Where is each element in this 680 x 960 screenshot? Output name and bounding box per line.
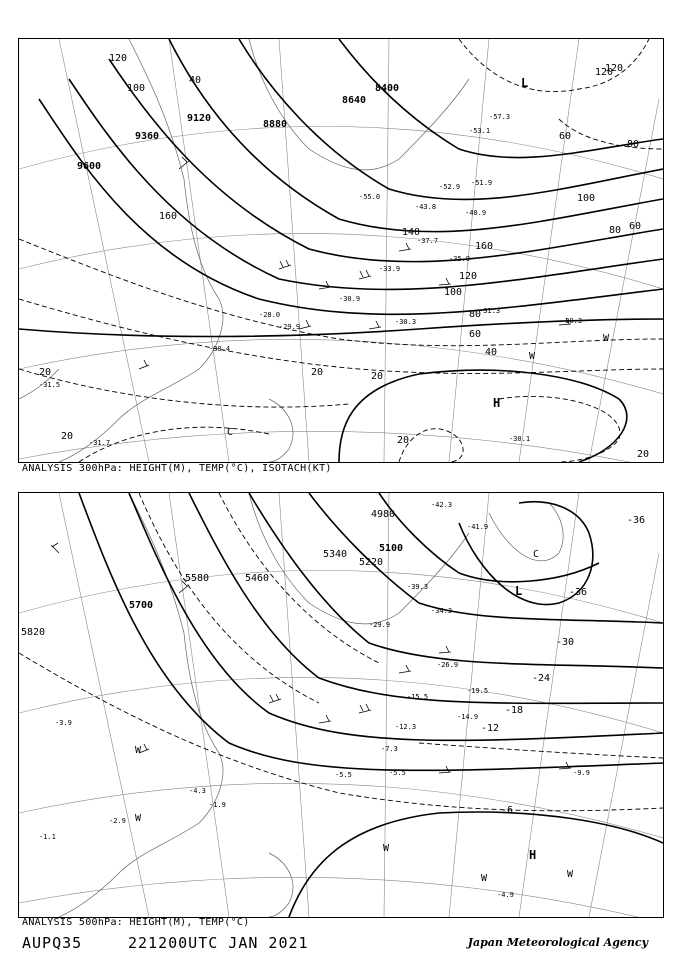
temperature-label: -36 bbox=[569, 587, 588, 598]
temperature-label: -18 bbox=[505, 705, 524, 716]
station-value: -29.9 bbox=[279, 323, 301, 331]
station-value: -9.9 bbox=[573, 769, 590, 777]
cold-center-symbol: C bbox=[533, 549, 540, 560]
high-pressure-symbol: H bbox=[529, 848, 537, 862]
station-value: -51.9 bbox=[471, 179, 493, 187]
station-value: -31.5 bbox=[39, 381, 61, 389]
warm-center-symbol: W bbox=[529, 351, 536, 362]
station-value: -42.3 bbox=[431, 501, 453, 509]
station-value: -26.9 bbox=[437, 661, 459, 669]
isotach-label: 20 bbox=[371, 371, 384, 382]
height-label: 5700 bbox=[129, 600, 154, 611]
graticule bbox=[19, 39, 663, 462]
station-value: -1.9 bbox=[209, 801, 226, 809]
valid-time: 221200UTC JAN 2021 bbox=[128, 934, 309, 952]
warm-center-symbol: W bbox=[481, 873, 488, 884]
station-value: -41.9 bbox=[467, 523, 489, 531]
isotach-label: 160 bbox=[475, 241, 494, 252]
station-value: -19.5 bbox=[467, 687, 489, 695]
isotach-label: 100 bbox=[127, 83, 146, 94]
low-pressure-symbol: L bbox=[521, 76, 529, 90]
station-value: -28.0 bbox=[259, 311, 281, 319]
isotach-label: 80 bbox=[627, 139, 640, 150]
height-label: 5340 bbox=[323, 549, 348, 560]
low-pressure-symbol: L bbox=[515, 584, 523, 598]
warm-center-symbol: W bbox=[383, 843, 390, 854]
station-value: -29.9 bbox=[369, 621, 391, 629]
isotach-label: 140 bbox=[402, 227, 421, 238]
station-value: -2.9 bbox=[109, 817, 126, 825]
analysis-300hpa-map bbox=[18, 38, 664, 463]
station-value: -37.7 bbox=[417, 237, 439, 245]
height-contours bbox=[19, 39, 663, 462]
isotach-contours bbox=[19, 39, 663, 462]
isotach-label: 60 bbox=[559, 131, 572, 142]
height-label: 5460 bbox=[245, 573, 270, 584]
station-value: -40.9 bbox=[465, 209, 487, 217]
isotach-label: 20 bbox=[311, 367, 324, 378]
isotach-label: 60 bbox=[629, 221, 642, 232]
isotach-label: 20 bbox=[39, 367, 52, 378]
isotach-label: 40 bbox=[189, 75, 202, 86]
height-label: 5100 bbox=[379, 543, 404, 554]
station-value: -12.3 bbox=[395, 723, 417, 731]
isotach-label: 120 bbox=[109, 53, 128, 64]
station-value: -30.9 bbox=[339, 295, 361, 303]
isotach-label: 80 bbox=[469, 309, 482, 320]
warm-center-symbol: W bbox=[567, 869, 574, 880]
station-value: -5.5 bbox=[335, 771, 352, 779]
isotach-label: 40 bbox=[485, 347, 498, 358]
height-label: 8880 bbox=[263, 119, 288, 130]
height-label: 8400 bbox=[375, 83, 400, 94]
isotach-label: 60 bbox=[469, 329, 482, 340]
station-value: -30.4 bbox=[209, 345, 231, 353]
height-label: 4980 bbox=[371, 509, 396, 520]
station-value: -39.3 bbox=[407, 583, 429, 591]
station-value: -52.9 bbox=[439, 183, 461, 191]
station-value: -15.5 bbox=[407, 693, 429, 701]
chart-code: AUPQ35 bbox=[22, 934, 83, 952]
station-values bbox=[39, 113, 582, 447]
height-label: 5220 bbox=[359, 557, 384, 568]
station-value: -7.3 bbox=[381, 745, 398, 753]
station-value: -34.3 bbox=[431, 607, 453, 615]
height-label: 5580 bbox=[185, 573, 210, 584]
analysis-500hpa-map bbox=[18, 492, 664, 918]
caption-300hpa: ANALYSIS 300hPa: HEIGHT(M), TEMP(°C), ISOTACH(KT) bbox=[22, 463, 332, 474]
station-value: -4.3 bbox=[189, 787, 206, 795]
warm-center-symbol: W bbox=[603, 333, 610, 344]
isotach-label: 20 bbox=[61, 431, 74, 442]
station-value: -43.8 bbox=[415, 203, 437, 211]
station-value: -53.1 bbox=[469, 127, 491, 135]
station-value: -30.3 bbox=[395, 318, 417, 326]
isotach-label: 80 bbox=[609, 225, 622, 236]
temperature-label: -36 bbox=[627, 515, 646, 526]
station-value: -31.3 bbox=[479, 307, 501, 315]
map-300hpa-svg bbox=[19, 39, 663, 462]
isotach-label: 20 bbox=[637, 449, 650, 460]
map-500hpa-svg bbox=[19, 493, 663, 917]
agency-name: Japan Meteorological Agency bbox=[467, 936, 648, 949]
isotach-label: 100 bbox=[577, 193, 596, 204]
isotach-label: 120 bbox=[595, 67, 614, 78]
station-values bbox=[39, 501, 590, 899]
station-value: -30.1 bbox=[509, 435, 531, 443]
height-label: 9120 bbox=[187, 113, 212, 124]
isotach-label: 120 bbox=[459, 271, 478, 282]
station-value: -57.3 bbox=[489, 113, 511, 121]
station-value: -1.1 bbox=[39, 833, 56, 841]
height-label: 8640 bbox=[342, 95, 367, 106]
high-pressure-symbol: H bbox=[493, 396, 501, 410]
temperature-label: -6 bbox=[501, 805, 514, 816]
temperature-label: -24 bbox=[532, 673, 551, 684]
height-label: 5820 bbox=[21, 627, 46, 638]
isotach-label: 100 bbox=[444, 287, 463, 298]
station-value: -30.3 bbox=[561, 317, 583, 325]
warm-center-symbol: W bbox=[135, 813, 142, 824]
station-value: -5.5 bbox=[389, 769, 406, 777]
height-labels bbox=[21, 509, 403, 638]
height-label: 9360 bbox=[135, 131, 160, 142]
height-labels bbox=[77, 83, 399, 172]
height-label: 9600 bbox=[77, 161, 102, 172]
isotach-label: 20 bbox=[397, 435, 410, 446]
coastlines bbox=[59, 493, 563, 917]
station-value: -3.9 bbox=[55, 719, 72, 727]
isotach-label: 160 bbox=[159, 211, 178, 222]
station-value: -55.0 bbox=[359, 193, 381, 201]
isotach-label: 120 bbox=[605, 63, 624, 74]
cold-center-symbol: C bbox=[227, 427, 234, 438]
station-value: -33.9 bbox=[379, 265, 401, 273]
temperature-label: -12 bbox=[481, 723, 500, 734]
station-value: -4.9 bbox=[497, 891, 514, 899]
warm-center-symbol: W bbox=[135, 745, 142, 756]
station-value: -35.9 bbox=[449, 255, 471, 263]
station-value: -14.9 bbox=[457, 713, 479, 721]
station-value: -31.7 bbox=[89, 439, 111, 447]
caption-500hpa: ANALYSIS 500hPa: HEIGHT(M), TEMP(°C) bbox=[22, 917, 250, 928]
temperature-label: -30 bbox=[556, 637, 575, 648]
